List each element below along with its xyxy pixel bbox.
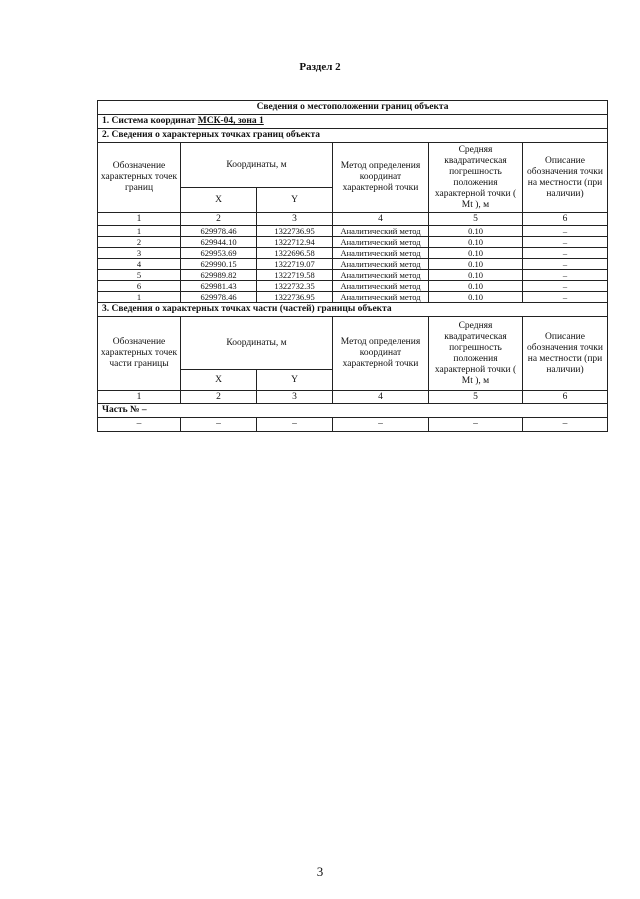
col-number: 6	[523, 391, 608, 404]
point-cell: 3	[98, 248, 181, 259]
table-row	[98, 237, 608, 248]
desc-cell: –	[523, 248, 608, 259]
desc-cell: –	[523, 281, 608, 292]
header-method: Метод определения координат характерной точки	[333, 143, 429, 213]
empty-cell: –	[181, 418, 257, 432]
y-cell: 1322732.35	[257, 281, 333, 292]
empty-cell: –	[523, 418, 608, 432]
section2-title: 2. Сведения о характерных точках границ объекта	[98, 129, 608, 143]
desc-cell: –	[523, 292, 608, 303]
empty-cell: –	[257, 418, 333, 432]
error-cell: 0.10	[429, 237, 523, 248]
point-cell: 1	[98, 226, 181, 237]
section3-header-row	[98, 317, 608, 370]
table-row	[98, 270, 608, 281]
method-cell: Аналитический метод	[333, 226, 429, 237]
header-description: Описание обозначения точки на местности (при наличии)	[523, 143, 608, 213]
section3-colnum-row	[98, 391, 608, 404]
section3-title-row	[98, 303, 608, 317]
table-row	[98, 418, 608, 432]
method-cell: Аналитический метод	[333, 270, 429, 281]
coord-system-row	[98, 115, 608, 129]
point-cell: 4	[98, 259, 181, 270]
coord-system-value: МСК-04, зона 1	[197, 116, 264, 126]
header-y: Y	[257, 370, 333, 391]
error-cell: 0.10	[429, 248, 523, 259]
col-number: 2	[181, 391, 257, 404]
col-number: 1	[98, 391, 181, 404]
col-number: 4	[333, 391, 429, 404]
col-number: 6	[523, 213, 608, 226]
point-cell: 6	[98, 281, 181, 292]
y-cell: 1322712.94	[257, 237, 333, 248]
header-y: Y	[257, 188, 333, 213]
section2-colnum-row	[98, 213, 608, 226]
x-cell: 629978.46	[181, 226, 257, 237]
error-cell: 0.10	[429, 270, 523, 281]
header-description: Описание обозначения точки на местности (при наличии)	[523, 317, 608, 391]
method-cell: Аналитический метод	[333, 281, 429, 292]
coord-system-prefix: 1. Система координат	[102, 116, 196, 126]
point-cell: 2	[98, 237, 181, 248]
col-number: 5	[429, 213, 523, 226]
section3-title: 3. Сведения о характерных точках части (частей) границы объекта	[98, 303, 608, 317]
x-cell: 629953.69	[181, 248, 257, 259]
header-error: Средняя квадратическая погрешность положения характерной точки ( Mt ), м	[429, 143, 523, 213]
section2-title-row	[98, 129, 608, 143]
table-row	[98, 281, 608, 292]
table-row	[98, 292, 608, 303]
empty-cell: –	[333, 418, 429, 432]
coord-system	[98, 115, 608, 129]
header-point: Обозначение характерных точек границ	[98, 143, 181, 213]
x-cell: 629944.10	[181, 237, 257, 248]
header-point: Обозначение характерных точек части границы	[98, 317, 181, 391]
part-label-row	[98, 404, 608, 418]
method-cell: Аналитический метод	[333, 248, 429, 259]
point-cell: 1	[98, 292, 181, 303]
method-cell: Аналитический метод	[333, 259, 429, 270]
desc-cell: –	[523, 237, 608, 248]
page-number: 3	[316, 864, 324, 879]
y-cell: 1322736.95	[257, 226, 333, 237]
x-cell: 629978.46	[181, 292, 257, 303]
boundary-table	[97, 100, 608, 432]
col-number: 4	[333, 213, 429, 226]
part-label: Часть № –	[98, 404, 608, 418]
y-cell: 1322719.58	[257, 270, 333, 281]
table-title: Сведения о местоположении границ объекта	[98, 101, 608, 115]
error-cell: 0.10	[429, 281, 523, 292]
y-cell: 1322719.07	[257, 259, 333, 270]
header-error: Средняя квадратическая погрешность положения характерной точки ( Mt ), м	[429, 317, 523, 391]
header-coords: Координаты, м	[181, 317, 333, 370]
col-number: 5	[429, 391, 523, 404]
empty-cell: –	[98, 418, 181, 432]
header-coords: Координаты, м	[181, 143, 333, 188]
table-row	[98, 248, 608, 259]
header-x: X	[181, 370, 257, 391]
desc-cell: –	[523, 259, 608, 270]
table-row	[98, 259, 608, 270]
x-cell: 629981.43	[181, 281, 257, 292]
section2-header-row	[98, 143, 608, 188]
header-method: Метод определения координат характерной точки	[333, 317, 429, 391]
table-title-row	[98, 101, 608, 115]
error-cell: 0.10	[429, 226, 523, 237]
error-cell: 0.10	[429, 292, 523, 303]
desc-cell: –	[523, 270, 608, 281]
col-number: 3	[257, 213, 333, 226]
col-number: 3	[257, 391, 333, 404]
x-cell: 629989.82	[181, 270, 257, 281]
error-cell: 0.10	[429, 259, 523, 270]
desc-cell: –	[523, 226, 608, 237]
method-cell: Аналитический метод	[333, 292, 429, 303]
x-cell: 629990.15	[181, 259, 257, 270]
col-number: 1	[98, 213, 181, 226]
header-x: X	[181, 188, 257, 213]
table-row	[98, 226, 608, 237]
section-heading: Раздел 2	[299, 61, 341, 73]
y-cell: 1322736.95	[257, 292, 333, 303]
method-cell: Аналитический метод	[333, 237, 429, 248]
empty-cell: –	[429, 418, 523, 432]
point-cell: 5	[98, 270, 181, 281]
col-number: 2	[181, 213, 257, 226]
y-cell: 1322696.58	[257, 248, 333, 259]
